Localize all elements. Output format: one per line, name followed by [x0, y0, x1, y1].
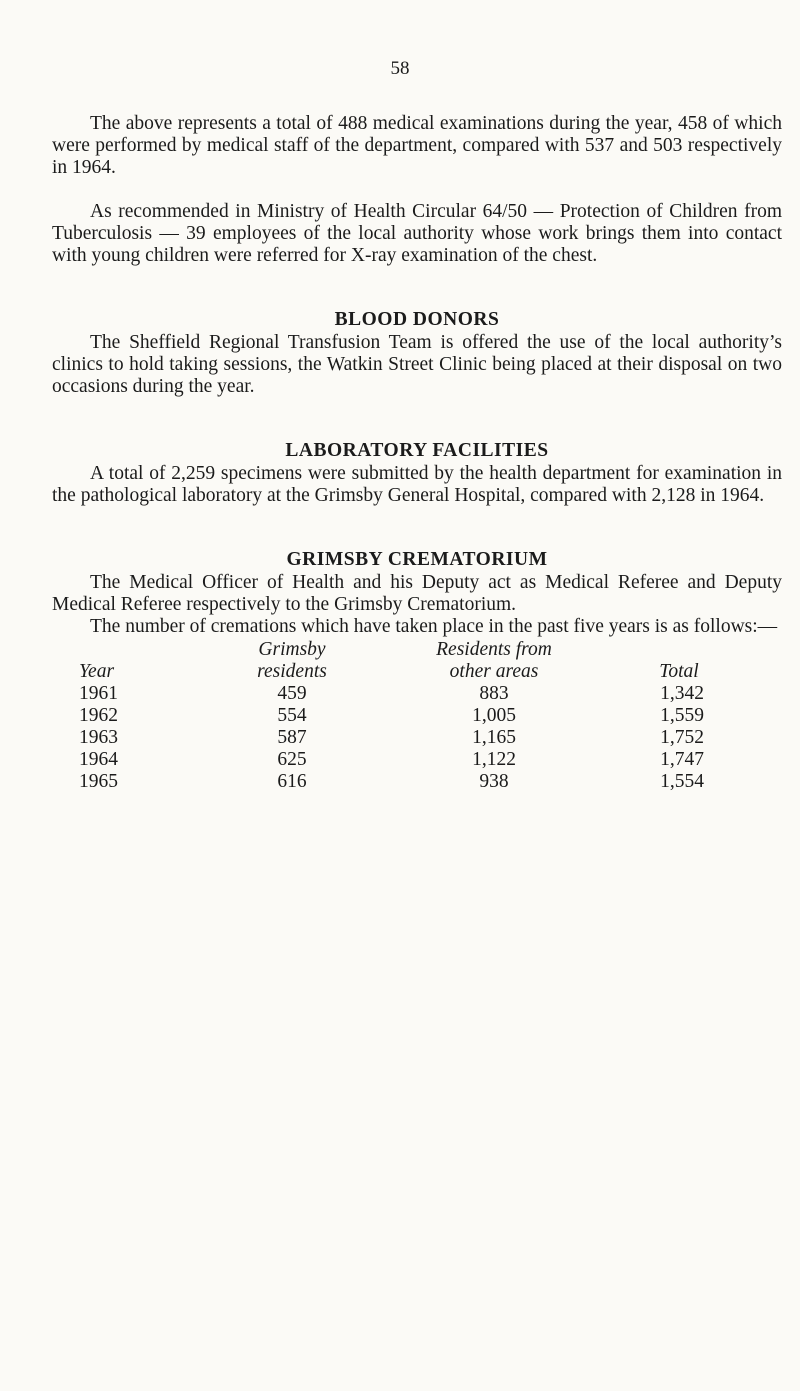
heading-blood-donors: BLOOD DONORS — [334, 309, 500, 330]
cell-grimsby: 625 — [277, 749, 307, 770]
cell-grimsby: 459 — [277, 683, 307, 704]
page-number: 58 — [390, 58, 410, 79]
cell-other: 1,122 — [472, 749, 516, 770]
header-grimsby: Grimsby — [258, 639, 326, 660]
cell-other: 1,005 — [472, 705, 516, 726]
header-other: Residents from — [436, 639, 552, 660]
paragraph-crematorium-referee: The Medical Officer of Health and his Deputy act as Medical Referee and Deputy Medical Referee respectively to the Grimsby Crematorium. — [52, 572, 782, 615]
heading-laboratory: LABORATORY FACILITIES — [285, 440, 549, 461]
paragraph-tuberculosis: As recommended in Ministry of Health Circular 64/50 — Protection of Children from Tuberculosis — 39 employees of the local authority whose work brings them into contact with young children were referred for X-ray examination of the chest. — [52, 201, 782, 266]
table-row — [52, 749, 782, 771]
cell-grimsby: 554 — [277, 705, 307, 726]
header-grimsby-sub: residents — [257, 661, 327, 682]
table-row — [52, 683, 782, 705]
table-header-row-1 — [52, 639, 782, 661]
paragraph-laboratory: A total of 2,259 specimens were submitted by the health department for examination in the pathological laboratory at the Grimsby General Hospital, compared with 2,128 in 1964. — [52, 463, 782, 506]
table-header-row-2 — [52, 661, 782, 683]
cell-year: 1961 — [79, 683, 118, 704]
cell-year: 1962 — [79, 705, 118, 726]
cell-other: 883 — [479, 683, 509, 704]
cell-total: 1,747 — [660, 749, 704, 770]
header-total: Total — [659, 661, 699, 682]
table-row — [52, 705, 782, 727]
page-body — [52, 113, 782, 793]
cell-total: 1,342 — [660, 683, 704, 704]
cell-total: 1,554 — [660, 771, 704, 792]
cremations-table — [52, 639, 782, 793]
cell-year: 1965 — [79, 771, 118, 792]
paragraph-examinations: The above represents a total of 488 medical examinations during the year, 458 of which were performed by medical staff of the department, compared with 537 and 503 respectively in 1964. — [52, 113, 782, 178]
heading-crematorium: GRIMSBY CREMATORIUM — [286, 549, 548, 570]
cell-grimsby: 616 — [277, 771, 307, 792]
paragraph-crematorium-intro: The number of cremations which have taken place in the past five years is as follows:— — [90, 616, 778, 637]
header-year: Year — [79, 661, 115, 682]
cell-total: 1,559 — [660, 705, 704, 726]
header-other-sub: other areas — [449, 661, 539, 682]
table-row — [52, 727, 782, 749]
cell-other: 1,165 — [472, 727, 516, 748]
paragraph-blood-donors: The Sheffield Regional Transfusion Team is offered the use of the local authority’s clinics to hold taking sessions, the Watkin Street Clinic being placed at their disposal on two occasions during the year. — [52, 332, 782, 397]
cell-total: 1,752 — [660, 727, 704, 748]
cell-other: 938 — [479, 771, 509, 792]
cell-year: 1964 — [79, 749, 118, 770]
table-row — [52, 771, 782, 793]
cell-year: 1963 — [79, 727, 118, 748]
cell-grimsby: 587 — [277, 727, 307, 748]
